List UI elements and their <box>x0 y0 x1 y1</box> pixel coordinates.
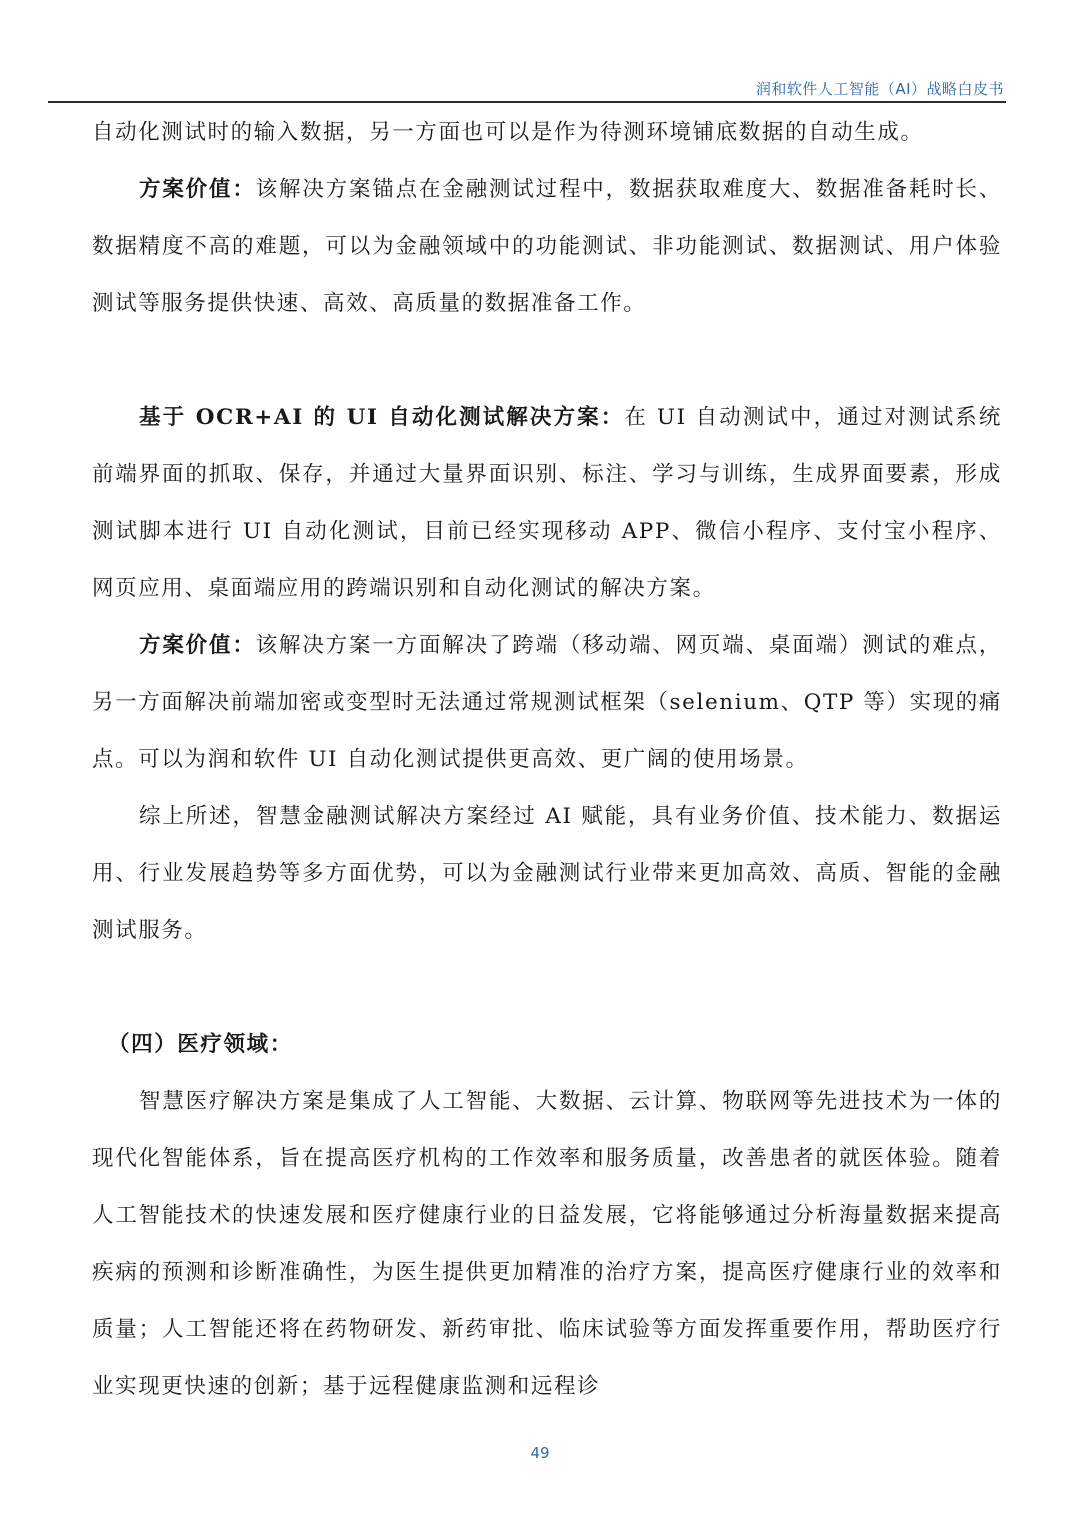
paragraph-ocr-ai-solution <box>92 389 1002 617</box>
paragraph-solution-value-1 <box>92 161 1002 332</box>
ocr-ai-solution-text: 在 UI 自动测试中，通过对测试系统前端界面的抓取、保存，并通过大量界面识别、标注、学习与训练，生成界面要素，形成测试脚本进行 UI 自动化测试，目前已经实现移动 APP、微信小程序、支付宝小程序、网页应用、桌面端应用的跨端识别和自动化测试的解决方案。 <box>92 405 1002 601</box>
document-header-title: 润和软件人工智能（AI）战略白皮书 <box>755 80 1004 98</box>
solution-value-text: 该解决方案锚点在金融测试过程中，数据获取难度大、数据准备耗时长、数据精度不高的难题，可以为金融领域中的功能测试、非功能测试、数据测试、用户体验测试等服务提供快速、高效、高质量的数据准备工作。 <box>92 177 1002 316</box>
page-number: 49 <box>530 1444 550 1462</box>
paragraph-continued: 自动化测试时的输入数据，另一方面也可以是作为待测环境铺底数据的自动生成。 <box>92 120 924 145</box>
ocr-ai-solution-label: 基于 OCR+AI 的 UI 自动化测试解决方案： <box>139 405 625 430</box>
paragraph-summary: 综上所述，智慧金融测试解决方案经过 AI 赋能，具有业务价值、技术能力、数据运用、行业发展趋势等多方面优势，可以为金融测试行业带来更加高效、高质、智能的金融测试服务。 <box>92 804 1002 943</box>
solution-value-label: 方案价值： <box>139 177 256 202</box>
document-body <box>92 104 1002 1415</box>
section-heading-medical: （四）医疗领域： <box>108 1032 293 1057</box>
paragraph-spacer-2 <box>92 959 1002 1016</box>
solution-value-text-2: 该解决方案一方面解决了跨端（移动端、网页端、桌面端）测试的难点，另一方面解决前端加密或变型时无法通过常规测试框架（selenium、QTP 等）实现的痛点。可以为润和软件 UI 自动化测试提供更高效、更广阔的使用场景。 <box>92 633 1002 772</box>
paragraph-medical: 智慧医疗解决方案是集成了人工智能、大数据、云计算、物联网等先进技术为一体的现代化智能体系，旨在提高医疗机构的工作效率和服务质量，改善患者的就医体验。随着人工智能技术的快速发展和医疗健康行业的日益发展，它将能够通过分析海量数据来提高疾病的预测和诊断准确性，为医生提供更加精准的治疗方案，提高医疗健康行业的效率和质量；人工智能还将在药物研发、新药审批、临床试验等方面发挥重要作用，帮助医疗行业实现更快速的创新；基于远程健康监测和远程诊 <box>92 1089 1002 1399</box>
paragraph-spacer <box>92 332 1002 389</box>
solution-value-label-2: 方案价值： <box>139 633 256 658</box>
paragraph-solution-value-2 <box>92 617 1002 788</box>
header-divider <box>48 101 1006 103</box>
